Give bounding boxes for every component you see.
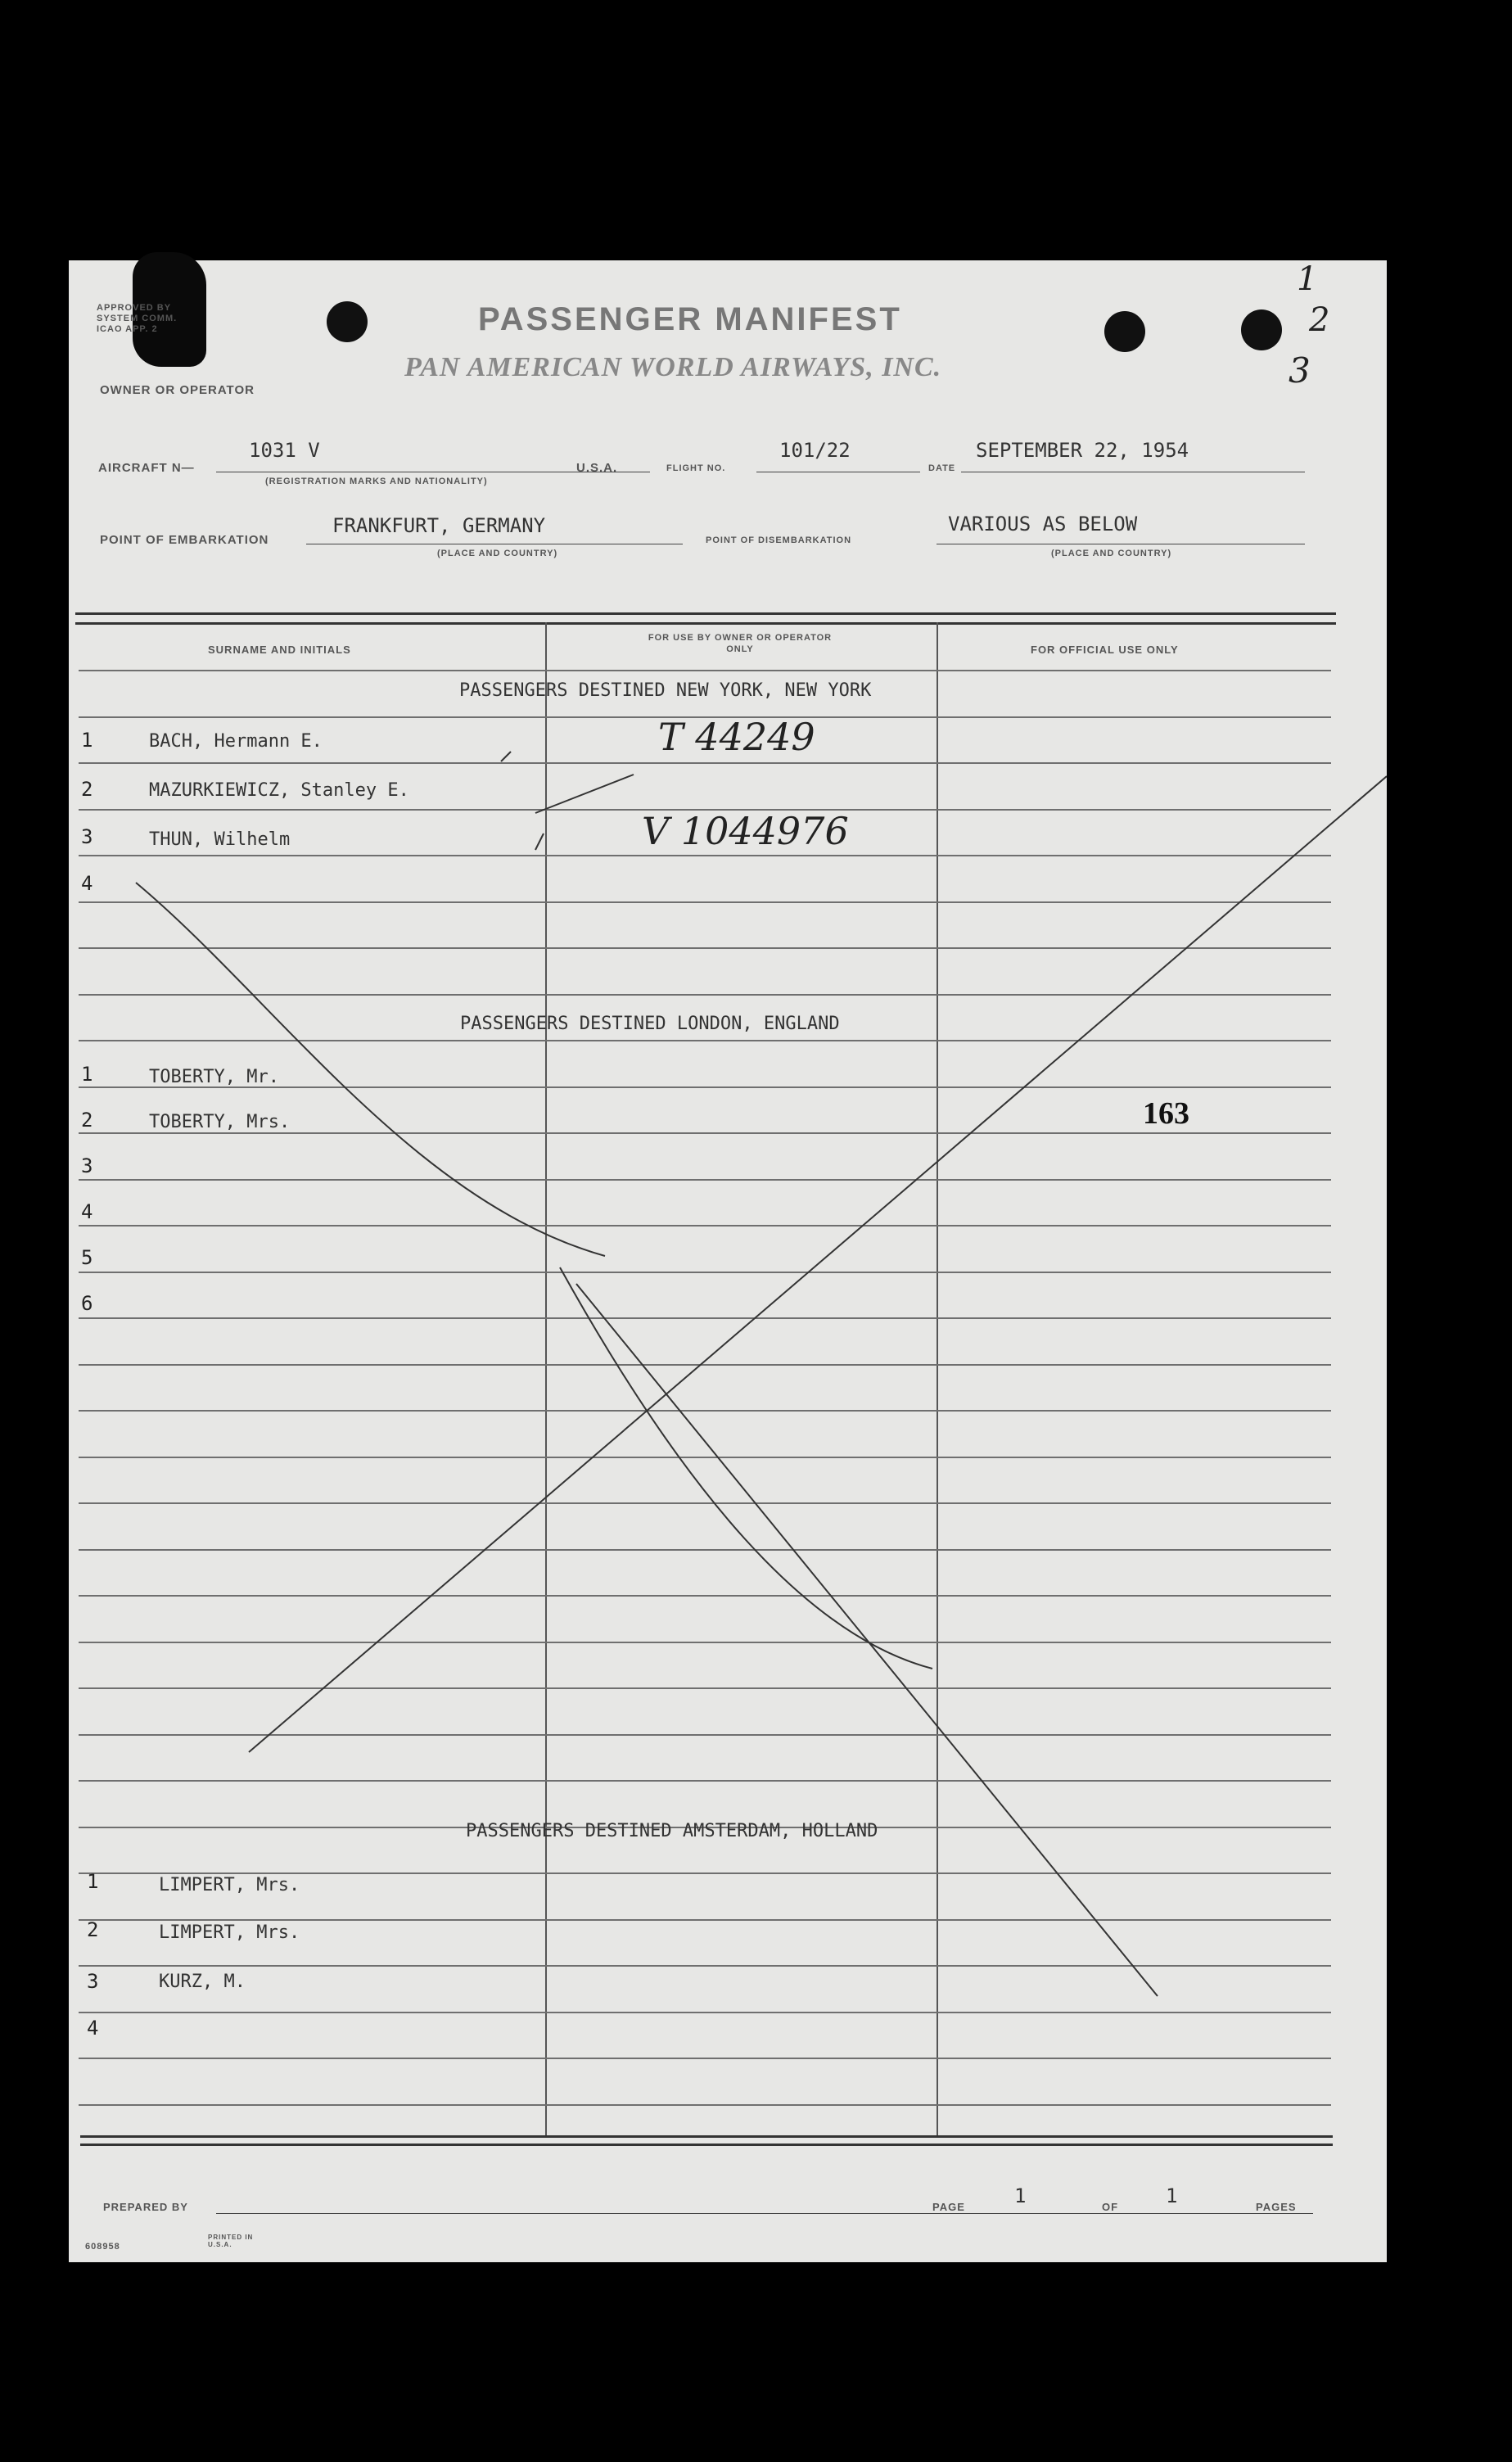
printed-label: PRINTED IN U.S.A. — [208, 2234, 254, 2248]
ny-row-num-1: 1 — [81, 729, 93, 752]
embark-value: FRANKFURT, GERMANY — [332, 514, 546, 537]
flight-value: 101/22 — [779, 439, 851, 462]
aircraft-sub: (REGISTRATION MARKS AND NATIONALITY) — [265, 477, 488, 486]
strike-line-lower — [560, 1267, 932, 1669]
london-row-num-5: 5 — [81, 1246, 93, 1269]
ny-row-name-1: BACH, Hermann E. — [149, 731, 323, 752]
amsterdam-row-name-2: LIMPERT, Mrs. — [159, 1922, 300, 1943]
ny-row-note-1: T 44249 — [658, 715, 815, 759]
date-value: SEPTEMBER 22, 1954 — [976, 439, 1189, 462]
london-row-name-2: TOBERTY, Mrs. — [149, 1112, 291, 1132]
stamp-number: 163 — [1143, 1096, 1189, 1131]
form-number: 608958 — [85, 2242, 120, 2252]
aircraft-value: 1031 V — [249, 439, 320, 462]
pages-label: PAGES — [1256, 2201, 1297, 2213]
ny-row-name-3: THUN, Wilhelm — [149, 829, 291, 850]
disembark-label: POINT OF DISEMBARKATION — [706, 535, 852, 545]
aircraft-label: AIRCRAFT N— — [98, 461, 195, 475]
strike-line-left — [136, 883, 605, 1256]
disembark-sub: (PLACE AND COUNTRY) — [1051, 549, 1172, 558]
ny-check-1 — [501, 752, 511, 761]
amsterdam-row-name-1: LIMPERT, Mrs. — [159, 1875, 300, 1895]
group-heading-new-york: PASSENGERS DESTINED NEW YORK, NEW YORK — [459, 680, 872, 701]
of-label: OF — [1102, 2201, 1119, 2213]
london-row-num-3: 3 — [81, 1154, 93, 1177]
london-row-num-4: 4 — [81, 1200, 93, 1223]
ny-check-3 — [535, 833, 544, 850]
corner-mark-1: 1 — [1297, 260, 1318, 298]
page-label: PAGE — [932, 2201, 965, 2213]
manifest-sheet — [69, 260, 1387, 2262]
approval-text: APPROVED BY SYSTEM COMM. ICAO APP. 2 — [97, 303, 178, 334]
flight-label: FLIGHT NO. — [666, 463, 726, 473]
page-value: 1 — [1014, 2184, 1027, 2207]
prepared-by-label: PREPARED BY — [103, 2201, 188, 2213]
date-label: DATE — [928, 463, 956, 473]
column-header-owner: FOR USE BY OWNER OR OPERATOR ONLY — [648, 633, 833, 654]
ny-row-num-2: 2 — [81, 778, 93, 801]
ny-check-2 — [535, 775, 634, 813]
corner-mark-2: 2 — [1309, 301, 1330, 339]
usa-label: U.S.A. — [576, 461, 618, 475]
disembark-value: VARIOUS AS BELOW — [948, 513, 1138, 535]
ny-row-num-3: 3 — [81, 825, 93, 848]
amsterdam-row-num-2: 2 — [87, 1918, 99, 1941]
amsterdam-row-num-4: 4 — [87, 2017, 99, 2040]
pencil-marks — [69, 260, 1387, 2262]
strike-line-diagonal-down — [576, 1284, 1158, 1996]
column-header-surname: SURNAME AND INITIALS — [208, 644, 351, 656]
corner-mark-3: 3 — [1289, 350, 1311, 391]
column-header-official: FOR OFFICIAL USE ONLY — [1031, 644, 1179, 656]
ny-row-note-3: V 1044976 — [642, 809, 849, 853]
company-name: PAN AMERICAN WORLD AIRWAYS, INC. — [404, 352, 942, 382]
amsterdam-row-num-3: 3 — [87, 1970, 99, 1993]
owner-label: OWNER OR OPERATOR — [100, 383, 255, 397]
london-row-name-1: TOBERTY, Mr. — [149, 1067, 279, 1087]
strike-line-diagonal-up — [249, 776, 1387, 1752]
amsterdam-row-num-1: 1 — [87, 1870, 99, 1893]
london-row-num-2: 2 — [81, 1109, 93, 1132]
amsterdam-row-name-3: KURZ, M. — [159, 1972, 246, 1992]
embark-sub: (PLACE AND COUNTRY) — [437, 549, 558, 558]
of-value: 1 — [1166, 2184, 1178, 2207]
london-row-num-6: 6 — [81, 1292, 93, 1315]
form-title: PASSENGER MANIFEST — [478, 301, 902, 337]
ny-row-num-4: 4 — [81, 872, 93, 895]
group-heading-london: PASSENGERS DESTINED LONDON, ENGLAND — [460, 1014, 840, 1034]
embark-label: POINT OF EMBARKATION — [100, 533, 269, 547]
group-heading-amsterdam: PASSENGERS DESTINED AMSTERDAM, HOLLAND — [466, 1821, 878, 1841]
ny-row-name-2: MAZURKIEWICZ, Stanley E. — [149, 780, 409, 801]
london-row-num-1: 1 — [81, 1063, 93, 1086]
